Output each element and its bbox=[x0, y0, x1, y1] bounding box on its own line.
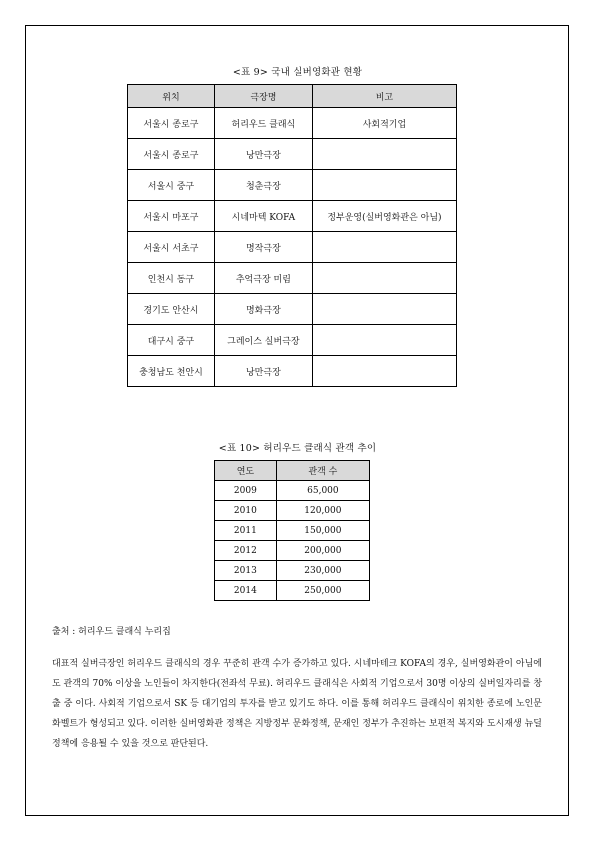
cell-year: 2009 bbox=[215, 481, 277, 501]
table-row bbox=[128, 201, 457, 232]
table-row bbox=[128, 263, 457, 294]
cell-audience: 250,000 bbox=[276, 581, 369, 601]
audience-trend-table bbox=[214, 460, 370, 601]
table-row bbox=[215, 521, 370, 541]
cell-location: 충청남도 천안시 bbox=[128, 356, 215, 387]
cell-theater: 시네마텍 KOFA bbox=[214, 201, 312, 232]
cell-year: 2012 bbox=[215, 541, 277, 561]
table1-caption: <표 9> 국내 실버영화관 현황 bbox=[232, 67, 363, 78]
cell-theater: 그레이스 실버극장 bbox=[214, 325, 312, 356]
cell-audience: 200,000 bbox=[276, 541, 369, 561]
cell-year: 2010 bbox=[215, 501, 277, 521]
cell-location: 인천시 동구 bbox=[128, 263, 215, 294]
cell-audience: 120,000 bbox=[276, 501, 369, 521]
cell-note bbox=[312, 356, 456, 387]
cell-theater: 허리우드 클래식 bbox=[214, 108, 312, 139]
table-row bbox=[128, 356, 457, 387]
table-header-row bbox=[215, 461, 370, 481]
cell-location: 대구시 중구 bbox=[128, 325, 215, 356]
header-audience: 관객 수 bbox=[276, 461, 369, 481]
table-row bbox=[128, 108, 457, 139]
cell-year: 2011 bbox=[215, 521, 277, 541]
cell-location: 서울시 마포구 bbox=[128, 201, 215, 232]
cell-location: 서울시 종로구 bbox=[128, 108, 215, 139]
source-note: 출처 : 허리우드 클래식 누리집 bbox=[52, 627, 171, 637]
table-row bbox=[215, 581, 370, 601]
table-row bbox=[215, 561, 370, 581]
table-row bbox=[215, 501, 370, 521]
table-row bbox=[128, 232, 457, 263]
table-row bbox=[128, 139, 457, 170]
cell-theater: 명화극장 bbox=[214, 294, 312, 325]
table-row bbox=[128, 325, 457, 356]
table-row bbox=[215, 541, 370, 561]
header-note: 비고 bbox=[312, 85, 456, 108]
cell-theater: 청춘극장 bbox=[214, 170, 312, 201]
cell-note: 정부운영(실버영화관은 아님) bbox=[312, 201, 456, 232]
table-header-row bbox=[128, 85, 457, 108]
cell-location: 경기도 안산시 bbox=[128, 294, 215, 325]
cell-theater: 낭만극장 bbox=[214, 139, 312, 170]
cell-note bbox=[312, 139, 456, 170]
header-year: 연도 bbox=[215, 461, 277, 481]
header-location: 위치 bbox=[128, 85, 215, 108]
cell-note bbox=[312, 170, 456, 201]
cell-audience: 150,000 bbox=[276, 521, 369, 541]
table-row bbox=[128, 294, 457, 325]
cell-note bbox=[312, 325, 456, 356]
cell-location: 서울시 종로구 bbox=[128, 139, 215, 170]
header-theater-name: 극장명 bbox=[214, 85, 312, 108]
cell-note bbox=[312, 232, 456, 263]
cell-theater: 낭만극장 bbox=[214, 356, 312, 387]
table2-caption: <표 10> 허리우드 클래식 관객 추이 bbox=[218, 443, 377, 454]
cell-note bbox=[312, 294, 456, 325]
cell-theater: 명작극장 bbox=[214, 232, 312, 263]
cell-year: 2014 bbox=[215, 581, 277, 601]
table-row bbox=[128, 170, 457, 201]
cell-location: 서울시 서초구 bbox=[128, 232, 215, 263]
cell-audience: 230,000 bbox=[276, 561, 369, 581]
body-paragraph: 대표적 실버극장인 허리우드 클래식의 경우 꾸준히 관객 수가 증가하고 있다. 시네마테크 KOFA의 경우, 실버영화관이 아님에도 관객의 70% 이상을 노인들이 차지한다(전좌석 무료). 허리우드 클래식은 사회적 기업으로서 30명 이상의 실버일자리를 창출 중 이다. 사회적 기업으로서 SK 등 대기업의 투자를 받고 있기도 하다. 이를 통해 허리우드 클래식이 위치한 종로에 노인문화벨트가 형성되고 있다. 이러한 실버영화관 정책은 지방정부 문화정책, 문재인 정부가 추진하는 보편적 복지와 도시재생 뉴딜 정책에 응용될 수 있을 것으로 판단된다. bbox=[52, 659, 543, 749]
cell-audience: 65,000 bbox=[276, 481, 369, 501]
table-row bbox=[215, 481, 370, 501]
silver-cinema-table bbox=[127, 84, 457, 387]
cell-note bbox=[312, 263, 456, 294]
cell-year: 2013 bbox=[215, 561, 277, 581]
cell-location: 서울시 중구 bbox=[128, 170, 215, 201]
cell-note: 사회적기업 bbox=[312, 108, 456, 139]
cell-theater: 추억극장 미림 bbox=[214, 263, 312, 294]
